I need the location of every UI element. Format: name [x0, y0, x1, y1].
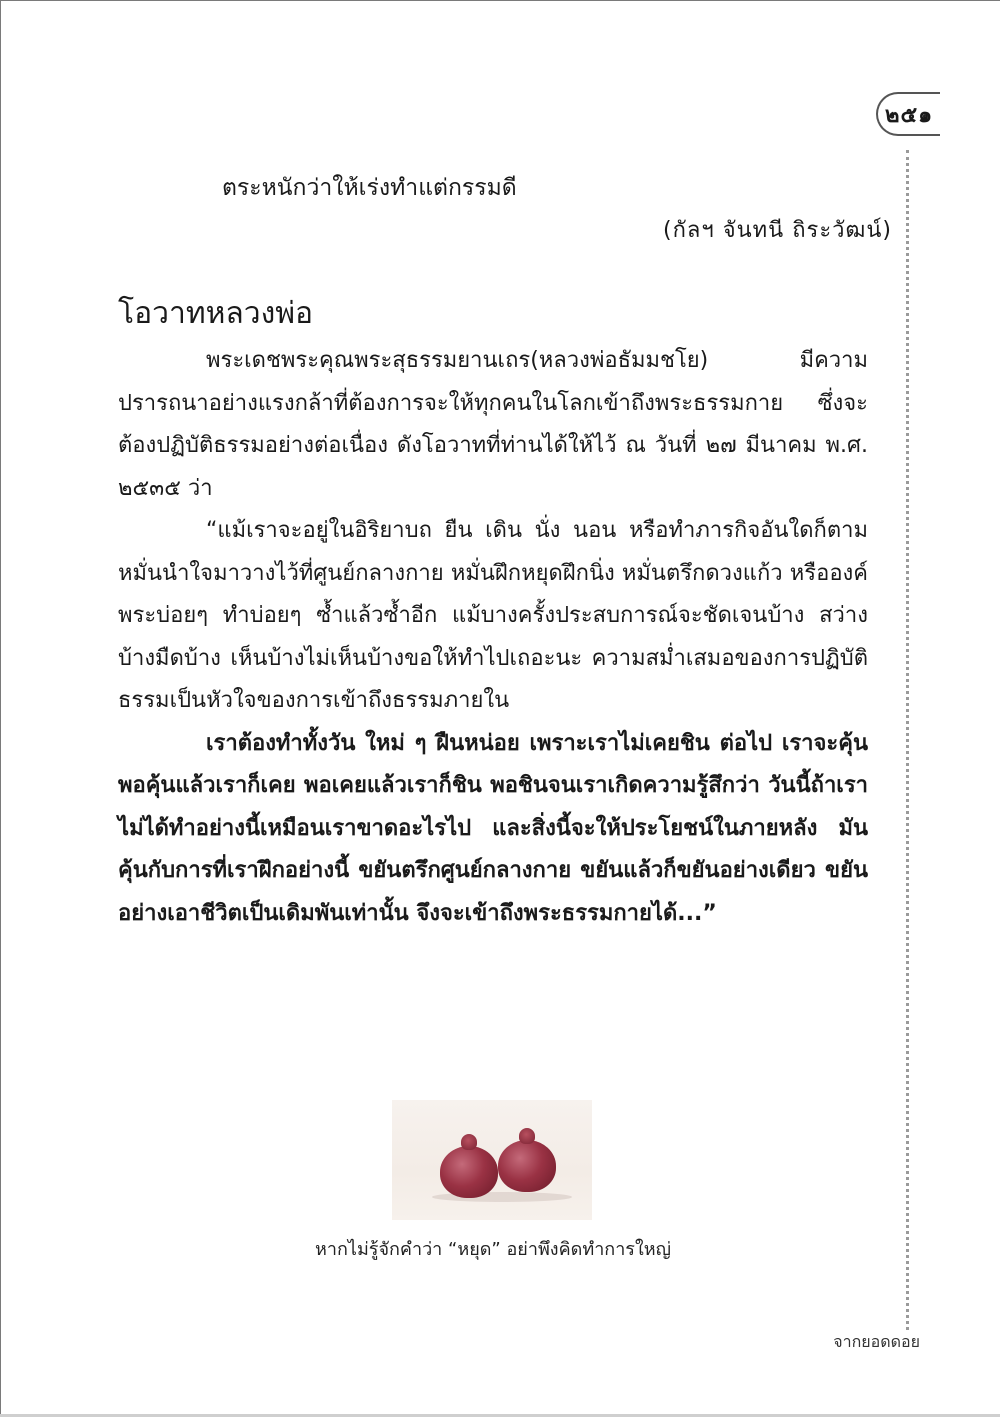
- paragraph-intro: พระเดชพระคุณพระสุธรรมยานเถร(หลวงพ่อธัมมชโย) มีความปรารถนาอย่างแรงกล้าที่ต้องการจะให้ทุกคนในโลกเข้าถึงพระธรรมกาย ซึ่งจะต้องปฏิบัติธรรมอย่างต่อเนื่อง ดังโอวาทที่ท่านได้ให้ไว้ ณ วันที่ ๒๗ มีนาคม พ.ศ. ๒๕๓๕ ว่า: [118, 348, 868, 501]
- intro-line: ตระหนักว่าให้เร่งทำแต่กรรมดี: [222, 175, 517, 201]
- image-caption: หากไม่รู้จักคำว่า “หยุด” อย่าพึงคิดทำการใหญ่: [315, 1239, 671, 1260]
- attribution: (กัลฯ จันทนี ถิระวัฒน์): [663, 218, 892, 243]
- dotted-margin-rule: [906, 150, 909, 1330]
- fruit-icon: [498, 1140, 556, 1192]
- page-number-badge: ๒๕๑: [876, 92, 940, 136]
- footer-book-title: จากยอดดอย: [833, 1332, 920, 1351]
- fruit-illustration: [392, 1100, 592, 1220]
- body-text: [118, 340, 868, 935]
- quote-bold-paragraph: เราต้องทำทั้งวัน ใหม่ ๆ ฝืนหน่อย เพราะเราไม่เคยชิน ต่อไป เราจะคุ้น พอคุ้นแล้วเราก็เคย พอเคยแล้วเราก็ชิน พอชินจนเราเกิดความรู้สึกว่า วันนี้ถ้าเราไม่ได้ทำอย่างนี้เหมือนเราขาดอะไรไป และสิ่งนี้จะให้ประโยชน์ในภายหลัง มันคุ้นกับการที่เราฝึกอย่างนี้ ขยันตรึกศูนย์กลางกาย ขยันแล้วก็ขยันอย่างเดียว ขยันอย่างเอาชีวิตเป็นเดิมพันเท่านั้น จึงจะเข้าถึงพระธรรมกายได้...”: [118, 730, 868, 926]
- section-title: โอวาทหลวงพ่อ: [118, 296, 314, 331]
- quote-paragraph: “แม้เราจะอยู่ในอิริยาบถ ยืน เดิน นั่ง นอน หรือทำภารกิจอันใดก็ตาม หมั่นนำใจมาวางไว้ที่ศูนย์กลางกาย หมั่นฝึกหยุดฝึกนิ่ง หมั่นตรึกดวงแก้ว หรือองค์พระบ่อยๆ ทำบ่อยๆ ซ้ำแล้วซ้ำอีก แม้บางครั้งประสบการณ์จะชัดเจนบ้าง สว่างบ้างมืดบ้าง เห็นบ้างไม่เห็นบ้างขอให้ทำไปเถอะนะ ความสม่ำเสมอของการปฏิบัติธรรมเป็นหัวใจของการเข้าถึงธรรมภายใน: [118, 518, 868, 713]
- page-border-top: [0, 0, 1000, 1]
- fruit-icon: [440, 1146, 498, 1198]
- page-border-left: [0, 0, 1, 1417]
